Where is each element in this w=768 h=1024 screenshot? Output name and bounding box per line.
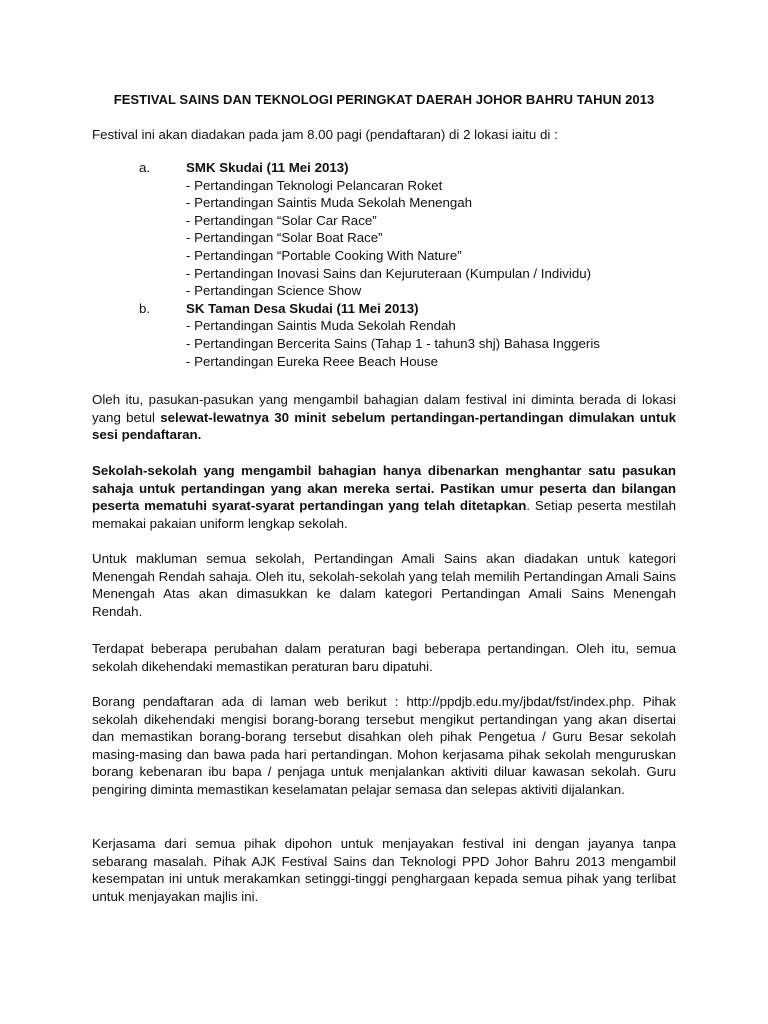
list-item: - Pertandingan Science Show <box>186 283 362 299</box>
venue-name: SK Taman Desa Skudai (11 Mei 2013) <box>186 300 419 316</box>
venue-list <box>92 159 676 370</box>
paragraph-closing: Kerjasama dari semua pihak dipohon untuk menjayakan festival ini dengan jayanya tanpa sebarang masalah. Pihak AJK Festival Sains dan Teknologi PPD Johor Bahru 2013 mengambil kesempatan ini untuk merakamkan setinggi-tinggi penghargaan kepada semua pihak yang terlibat untuk menjayakan majlis ini. <box>92 836 676 904</box>
venue-a <box>92 159 676 300</box>
list-item: - Pertandingan Teknologi Pelancaran Roket <box>186 177 443 193</box>
list-item: - Pertandingan “Portable Cooking With Nature” <box>186 247 462 263</box>
list-item: - Pertandingan “Solar Car Race” <box>186 212 377 228</box>
list-item: - Pertandingan Saintis Muda Sekolah Rendah <box>186 318 456 334</box>
paragraph-registration: Borang pendaftaran ada di laman web berikut : http://ppdjb.edu.my/jbdat/fst/index.php. Pihak sekolah dikehendaki mengisi borang-borang tersebut mengikut pertandingan yang akan disertai dan memastikan borang-borang tersebut disahkan oleh pihak Pengetua / Guru Besar sekolah masing-masing dan bawa pada hari pertandingan. Mohon kerjasama pihak sekolah menguruskan borang kebenaran ibu bapa / penjaga untuk menjalankan aktiviti diluar kawasan sekolah. Guru pengiring diminta memastikan keselamatan pelajar semasa dan selepas aktiviti dijalankan. <box>92 694 676 797</box>
paragraph-emphasis: Sekolah-sekolah yang mengambil bahagian hanya dibenarkan menghantar satu pasukan sahaja untuk pertandingan yang akan mereka sertai. Pastikan umur peserta dan bilangan peserta mematuhi syarat-syarat pertandingan yang telah ditetapkan <box>92 463 676 514</box>
paragraph-participation <box>92 462 676 532</box>
intro-text: Festival ini akan diadakan pada jam 8.00 pagi (pendaftaran) di 2 lokasi iaitu di : <box>92 127 558 142</box>
venue-b <box>92 300 676 370</box>
paragraph-rule-changes: Terdapat beberapa perubahan dalam peraturan bagi beberapa pertandingan. Oleh itu, semua sekolah dikehendaki memastikan peraturan baru dipatuhi. <box>92 641 676 674</box>
list-item: - Pertandingan “Solar Boat Race” <box>186 230 383 246</box>
venue-marker: b. <box>139 300 151 316</box>
paragraph-text: . Setiap peserta mestilah memakai pakaian uniform lengkap sekolah. <box>92 498 676 531</box>
paragraph-amali-sains: Untuk makluman semua sekolah, Pertandingan Amali Sains akan diadakan untuk kategori Menengah Rendah sahaja. Oleh itu, sekolah-sekolah yang telah memilih Pertandingan Amali Sains Menengah Atas akan dimasukkan ke dalam kategori Pertandingan Amali Sains Menengah Rendah. <box>92 551 676 619</box>
paragraph-emphasis: selewat-lewatnya 30 minit sebelum pertandingan-pertandingan dimulakan untuk sesi pendaftaran. <box>92 409 676 443</box>
document-title: FESTIVAL SAINS DAN TEKNOLOGI PERINGKAT DAERAH JOHOR BAHRU TAHUN 2013 <box>113 92 655 107</box>
paragraph-arrival <box>92 391 676 444</box>
venue-name: SMK Skudai (11 Mei 2013) <box>186 160 349 175</box>
list-item: - Pertandingan Saintis Muda Sekolah Menengah <box>186 195 473 211</box>
venue-marker: a. <box>139 160 151 175</box>
paragraph-text: Oleh itu, pasukan-pasukan yang mengambil bahagian dalam festival ini diminta berada di lokasi yang betul <box>92 392 676 425</box>
list-item: - Pertandingan Bercerita Sains (Tahap 1 - tahun3 shj) Bahasa Inggeris <box>186 335 600 351</box>
list-item: - Pertandingan Eureka Reee Beach House <box>186 353 439 369</box>
list-item: - Pertandingan Inovasi Sains dan Kejuruteraan (Kumpulan / Individu) <box>186 265 592 281</box>
